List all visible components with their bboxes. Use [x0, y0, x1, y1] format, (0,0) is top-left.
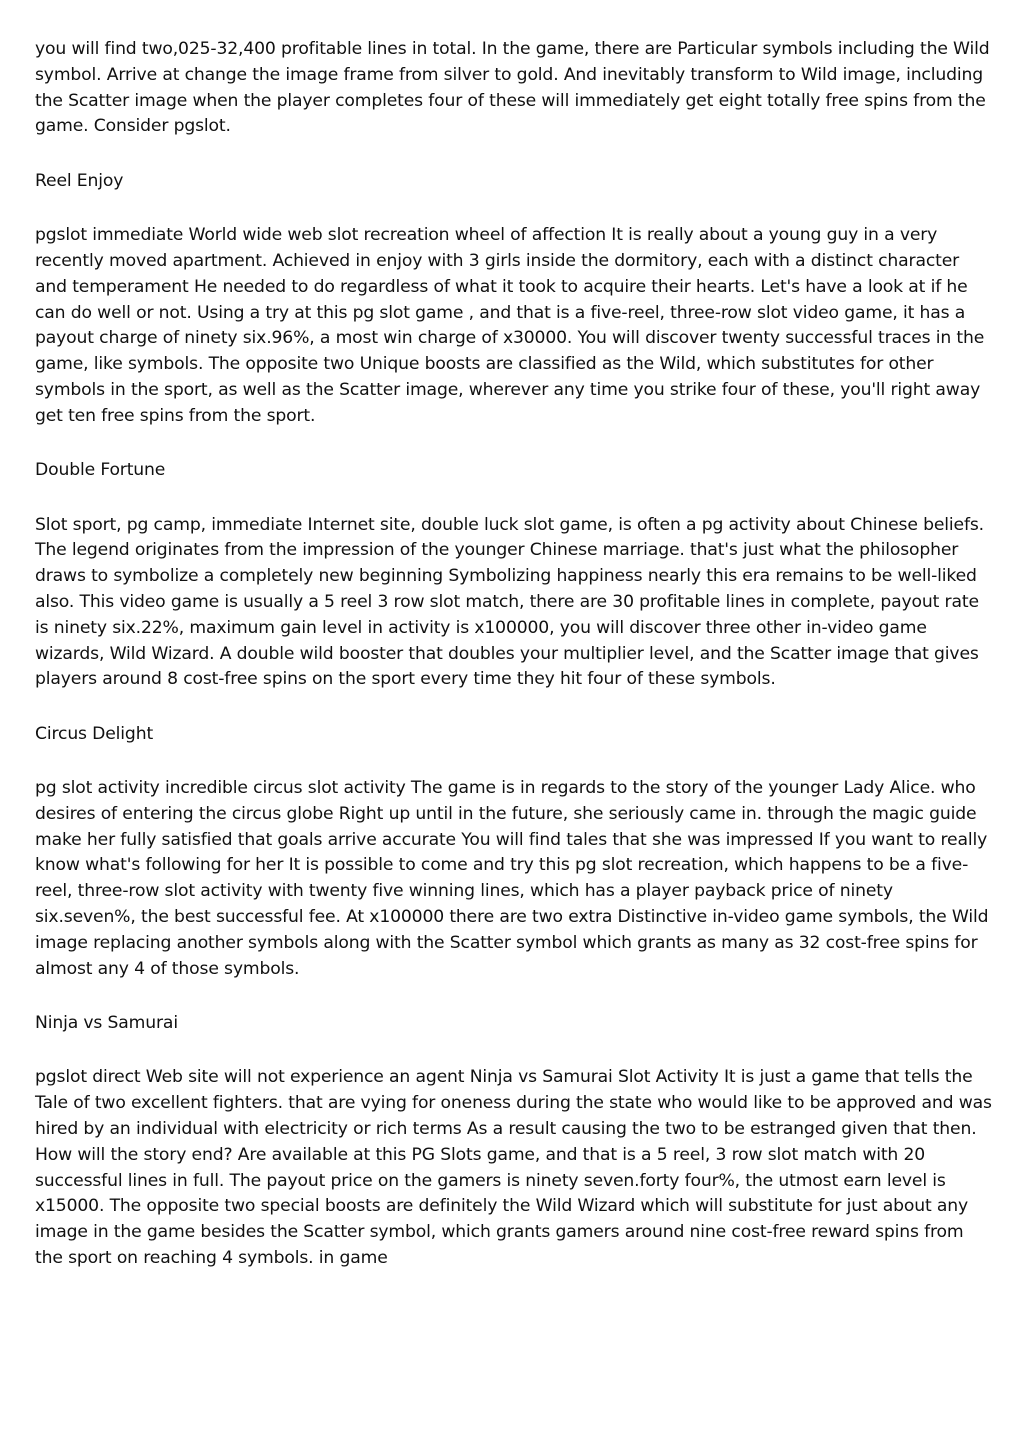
paragraph-reel-enjoy: pgslot immediate World wide web slot recreation wheel of affection It is really about a young guy in a very recently moved apartment. Achieved in enjoy with 3 girls inside the dormitory, each with a distinct character and temperament He needed to do regardless of what it took to acquire their hearts. Let's have a look at if he can do well or not. Using a try at this pg slot game , and that is a five-reel, three-row slot video game, it has a payout charge of ninety six.96%, a most win charge of x30000. You will discover twenty successful traces in the game, like symbols. The opposite two Unique boosts are classified as the Wild, which substitutes for other symbols in the sport, as well as the Scatter image, wherever any time you strike four of these, you'll right away get ten free spins from the sport. [35, 225, 985, 426]
paragraph-circus-delight: pg slot activity incredible circus slot activity The game is in regards to the story of the younger Lady Alice. who desires of entering the circus globe Right up until in the future, she seriously came in. through the magic guide make her fully satisfied that goals arrive accurate You will find tales that she was impressed If you want to really know what's following for her It is possible to come and try this pg slot recreation, which happens to be a five-reel, three-row slot activity with twenty five winning lines, which has a player payback price of ninety six.seven%, the best successful fee. At x100000 there are two extra Distinctive in-video game symbols, the Wild image replacing another symbols along with the Scatter symbol which grants as many as 32 cost-free spins for almost any 4 of those symbols. [35, 778, 989, 979]
section-heading-circus-delight: Circus Delight [35, 723, 154, 744]
document-page [35, 37, 993, 1300]
paragraph-double-fortune: Slot sport, pg camp, immediate Internet site, double luck slot game, is often a pg activity about Chinese beliefs. The legend originates from the impression of the younger Chinese marriage. that's just what the philosopher draws to symbolize a completely new beginning Symbolizing happiness nearly this era remains to be well-liked also. This video game is usually a 5 reel 3 row slot match, there are 30 profitable lines in complete, payout rate is ninety six.22%, maximum gain level in activity is x100000, you will discover three other in-video game wizards, Wild Wizard. A double wild booster that doubles your multiplier level, and the Scatter image that gives players around 8 cost-free spins on the sport every time they hit four of these symbols. [35, 514, 984, 690]
section-heading-double-fortune: Double Fortune [35, 460, 166, 481]
paragraph-intro: you will find two,025-32,400 profitable lines in total. In the game, there are Particular symbols including the Wild symbol. Arrive at change the image frame from silver to gold. And inevitably transform to Wild image, including the Scatter image when the player completes four of these will immediately get eight totally free spins from the game. Consider pgslot. [35, 39, 990, 137]
section-heading-ninja-vs-samurai: Ninja vs Samurai [35, 1013, 178, 1034]
paragraph-ninja-vs-samurai: pgslot direct Web site will not experience an agent Ninja vs Samurai Slot Activity It is just a game that tells the Tale of two excellent fighters. that are vying for oneness during the state who would like to be approved and was hired by an individual with electricity or rich terms As a result causing the two to be estranged given that then. How will the story end? Are available at this PG Slots game, and that is a 5 reel, 3 row slot match with 20 successful lines in full. The payout price on the gamers is ninety seven.forty four%, the utmost earn level is x15000. The opposite two special boosts are definitely the Wild Wizard which will substitute for just about any image in the game besides the Scatter symbol, which grants gamers around nine cost-free reward spins from the sport on reaching 4 symbols. in game [35, 1067, 992, 1269]
section-heading-reel-enjoy: Reel Enjoy [35, 170, 124, 191]
